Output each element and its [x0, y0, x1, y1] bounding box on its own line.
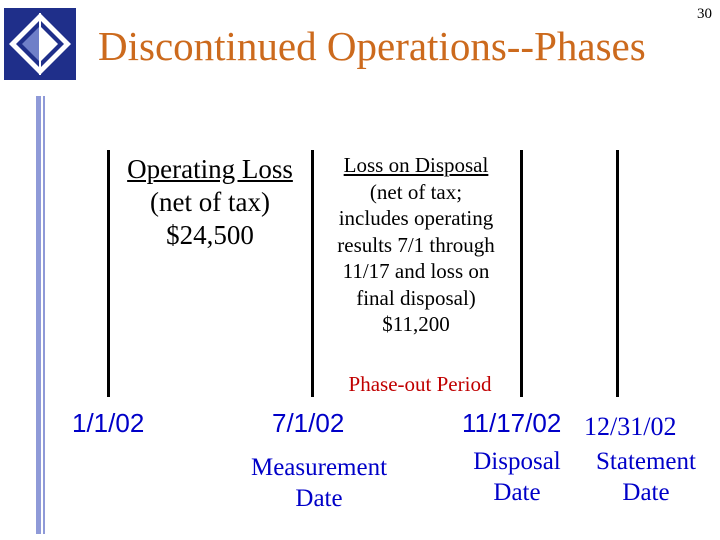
event-line: Disposal	[473, 448, 561, 475]
loss-on-disposal-line: results 7/1 through	[337, 232, 495, 257]
statement-date-label	[584, 446, 708, 508]
date-label-start: 1/1/02	[72, 408, 145, 438]
event-line: Date	[622, 479, 670, 506]
loss-on-disposal-heading: Loss on Disposal	[343, 153, 489, 177]
operating-loss-note: (net of tax)	[150, 187, 270, 217]
loss-on-disposal-block	[316, 152, 516, 338]
timeline-divider-2	[311, 150, 314, 397]
operating-loss-block	[112, 153, 308, 252]
event-line: Measurement	[250, 454, 388, 481]
date-label-measurement: 7/1/02	[272, 408, 345, 438]
event-line: Date	[493, 479, 541, 506]
loss-on-disposal-line: includes operating	[338, 206, 494, 230]
loss-on-disposal-line: (net of tax;	[369, 179, 463, 204]
measurement-date-label	[234, 452, 404, 514]
loss-on-disposal-line: final disposal)	[356, 285, 476, 310]
disposal-date-label	[456, 446, 578, 508]
loss-on-disposal-line: 11/17 and loss on	[342, 259, 490, 283]
left-accent-bar-thin	[43, 96, 45, 534]
diamond-logo-icon	[4, 8, 76, 80]
loss-on-disposal-amount: $11,200	[382, 312, 450, 336]
date-label-statement: 12/31/02	[584, 412, 677, 441]
timeline-divider-3	[520, 150, 523, 397]
left-accent-bar	[36, 96, 41, 534]
date-label-disposal: 11/17/02	[462, 408, 562, 438]
operating-loss-amount: $24,500	[166, 220, 254, 250]
operating-loss-heading: Operating Loss	[127, 154, 293, 184]
phase-out-period-label: Phase-out Period	[348, 372, 492, 396]
timeline-divider-1	[107, 150, 110, 397]
event-line: Statement	[596, 448, 696, 475]
event-line: Date	[295, 485, 343, 512]
timeline-divider-4	[616, 150, 619, 397]
page-title: Discontinued Operations--Phases	[98, 23, 646, 69]
slide-number: 30	[697, 6, 712, 22]
